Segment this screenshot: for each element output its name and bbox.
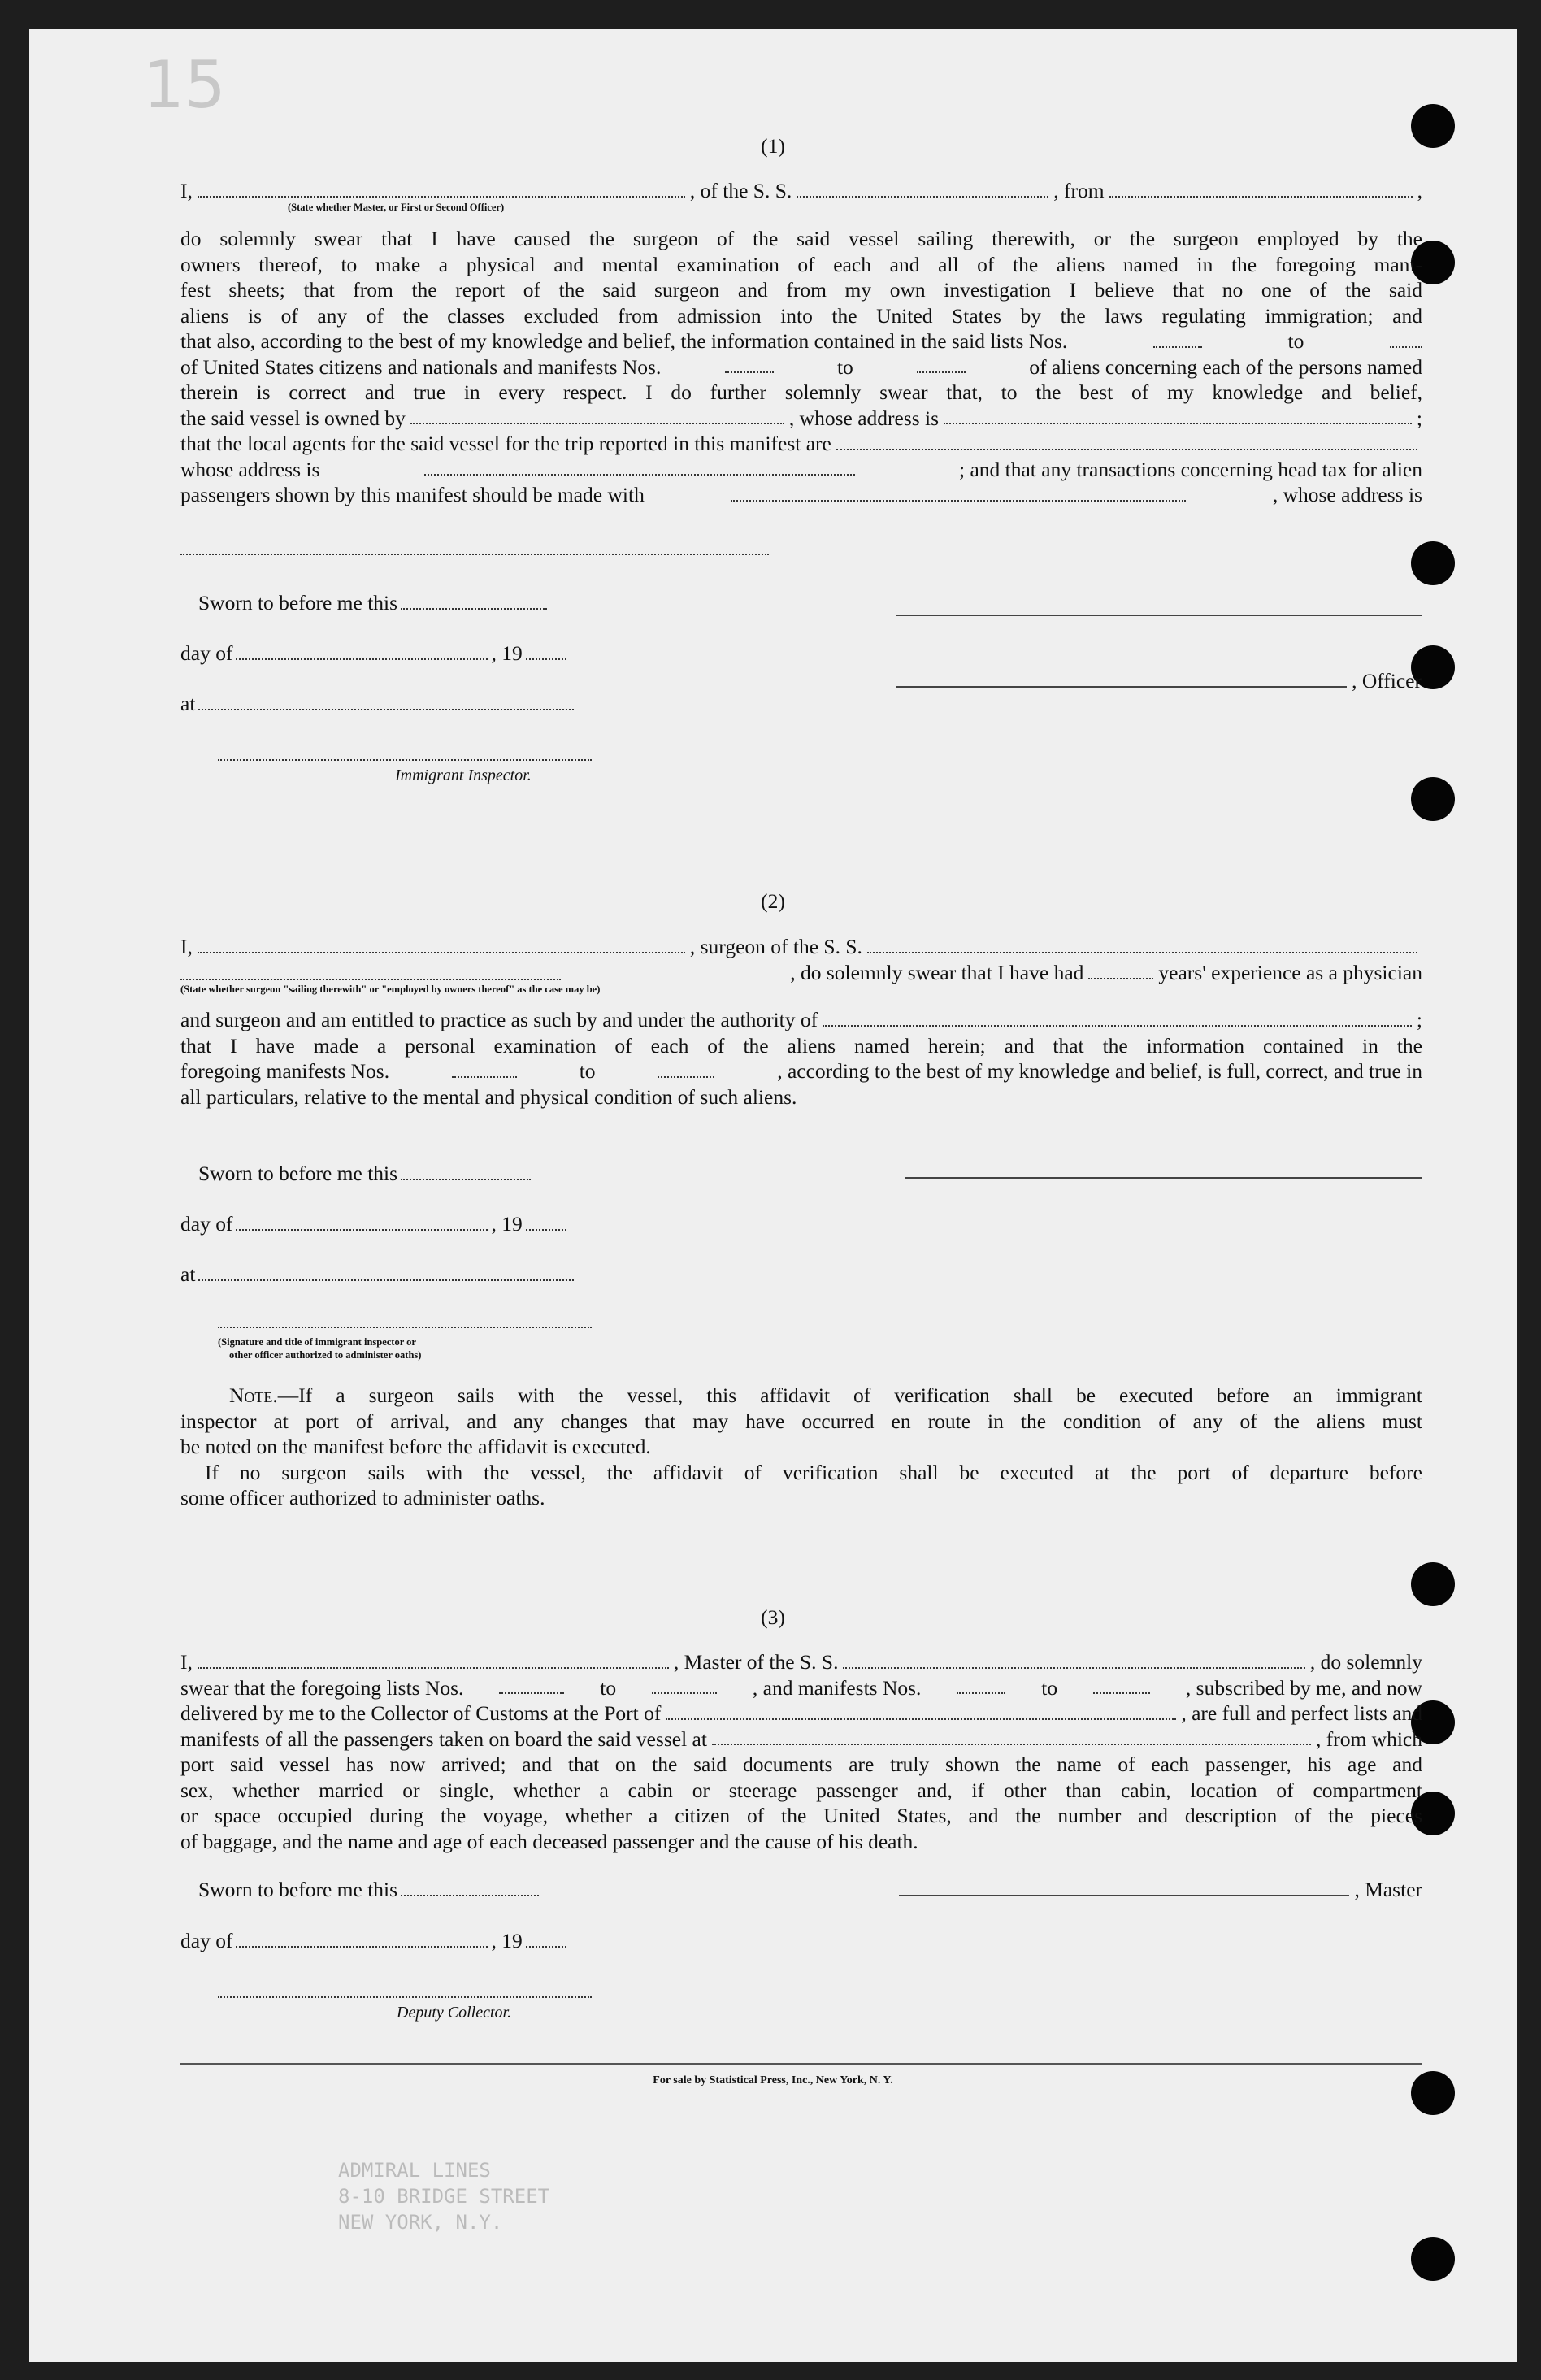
collector-signature-line bbox=[218, 1996, 592, 1998]
note-paragraph: Note.—If a surgeon sails with the vessel, this affidavit of verification shall be executed before an immigrant inspector at port of arrival, and any changes that may have occurred en route in the condition of any of the aliens must be noted on the manifest before the affidavit is executed. If no surgeon sails with the vessel, the affidavit of verification shall be executed at the port of departure before some officer authorized to administer oaths. bbox=[180, 1383, 1422, 1509]
deputy-collector-label: Deputy Collector. bbox=[397, 2004, 512, 2022]
note-line: inspector at port of arrival, and any changes that may have occurred en route in the condition of any of the aliens must bbox=[180, 1409, 1422, 1433]
body-line: do solemnly swear that I have caused the surgeon of the said vessel sailing therewith, or the surgeon employed by the bbox=[180, 227, 1422, 250]
body-line: aliens is of any of the classes excluded from admission into the United States by the laws regulating immigration; and bbox=[180, 303, 1422, 328]
punch-hole bbox=[1411, 1562, 1455, 1606]
section-2-number: (2) bbox=[761, 889, 785, 913]
section-1-line-1: I, , of the S. S. , from , bbox=[180, 179, 1422, 202]
faded-stamp-line: 8-10 BRIDGE STREET bbox=[338, 2185, 550, 2208]
section-1-sworn: Sworn to before me this bbox=[198, 590, 550, 616]
document-page bbox=[29, 29, 1517, 2362]
faded-stamp-line: NEW YORK, N.Y. bbox=[338, 2211, 503, 2234]
section-1-body: do solemnly swear that I have caused the surgeon of the said vessel sailing therewith, or the surgeon employed by the owners thereof, to make a physical and mental examination of each and all of the aliens named in the foregoing mani- fest sheets; that from the report of the said surgeon and from my own investigation I believe that no one of the said aliens is of any of the classes excluded from admission into the United States by the laws regulating immigration; and that also, according to the best of my knowledge and belief, the information contained in the said lists Nos. to of United States citizens and nationals and manifests Nos. to of aliens concerning each of the persons named therein is correct and true in every respect. I do further solemnly swear that, to the best of my knowledge and belief, the said vessel is owned by , whose address is ; that the local agents for the said vessel for the trip reported in this manifest are whose address is ; and that any transactions concerning head tax for alien passengers shown by this manifest should be made with , whose address is bbox=[180, 227, 1422, 506]
note-line: some officer authorized to administer oaths. bbox=[180, 1486, 545, 1509]
signature-title-note-2: other officer authorized to administer oaths) bbox=[229, 1349, 422, 1361]
faded-stamp-line: ADMIRAL LINES bbox=[338, 2159, 491, 2182]
body-line: or space occupied during the voyage, whether a citizen of the United States, and the number and description of the pieces bbox=[180, 1804, 1422, 1827]
section-2-at: at bbox=[180, 1262, 577, 1288]
body-line: fest sheets; that from the report of the said surgeon and from my own investigation I believe that no one of the said bbox=[180, 278, 1422, 302]
body-line: owners thereof, to make a physical and mental examination of each and all of the aliens named in the foregoing mani- bbox=[180, 252, 1422, 276]
master-officer-note: (State whether Master, or First or Second Officer) bbox=[288, 202, 505, 213]
surgeon-name-line bbox=[180, 979, 561, 980]
note-line: If no surgeon sails with the vessel, the affidavit of verification shall be executed at the port of departure before bbox=[205, 1460, 1422, 1484]
body-line: that I have made a personal examination of each of the aliens named herein; and that the information contained in the bbox=[180, 1033, 1422, 1058]
section-1-day-of: day of , 19 bbox=[180, 641, 570, 667]
section-3-master-line: , Master bbox=[899, 1877, 1422, 1903]
note-label: Note. bbox=[229, 1383, 278, 1407]
section-2-line-1: I, , surgeon of the S. S. bbox=[180, 934, 1422, 960]
section-3-sworn: Sworn to before me this bbox=[198, 1877, 542, 1903]
officer-signature-line bbox=[218, 1327, 592, 1328]
note-line: be noted on the manifest before the affidavit is executed. bbox=[180, 1435, 651, 1458]
section-1-number: (1) bbox=[761, 134, 785, 158]
page-number-mark: 15 bbox=[143, 47, 226, 123]
section-3-body: I, , Master of the S. S. , do solemnly swear that the foregoing lists Nos. to , and manifests Nos. to , subscribed by me, and now delivered by me to the Collector of Customs at the Port of , are full and perfect lists and manifests of all the passengers taken on board the said vessel at , from which port said vessel has now arrived; and that on the said documents are truly shown the name of each passenger, his age and sex, whether married or single, whether a cabin or steerage passenger and, if other than cabin, location of compartment or space occupied during the voyage, whether a citizen of the United States, and the number and description of the pieces of baggage, and the name and age of each deceased passenger and the cause of his death. bbox=[180, 1650, 1422, 1853]
section-1-at: at bbox=[180, 691, 577, 717]
section-2-line-2: , do solemnly swear that I have had years' experience as a physician bbox=[790, 961, 1422, 984]
section-1-signature-line bbox=[896, 615, 1422, 616]
section-2-day-of: day of , 19 bbox=[180, 1211, 570, 1237]
section-2-signature-line bbox=[905, 1177, 1422, 1179]
printer-credit: For sale by Statistical Press, Inc., New York, N. Y. bbox=[653, 2074, 893, 2087]
body-line: therein is correct and true in every respect. I do further solemnly swear that, to the best of my knowledge and belief, bbox=[180, 380, 1422, 404]
section-2-sworn: Sworn to before me this bbox=[198, 1161, 534, 1187]
section-1-officer-line: , Officer bbox=[896, 668, 1422, 694]
punch-hole bbox=[1411, 541, 1455, 585]
immigrant-inspector-label: Immigrant Inspector. bbox=[395, 767, 532, 784]
surgeon-type-note: (State whether surgeon "sailing therewith" or "employed by owners thereof" as the case may be) bbox=[180, 984, 601, 995]
section-2-body: and surgeon and am entitled to practice as such by and under the authority of ; that I have made a personal examination of each of the aliens named herein; and that the information contained in the foregoing manifests Nos. to , according to the best of my knowledge and belief, is full, correct, and true in all particulars, relative to the mental and physical condition of such aliens. bbox=[180, 1008, 1422, 1109]
body-line: port said vessel has now arrived; and that on the said documents are truly shown the name of each passenger, his age and bbox=[180, 1752, 1422, 1776]
address-continuation-line bbox=[180, 554, 769, 555]
signature-title-note-1: (Signature and title of immigrant inspector or bbox=[218, 1336, 416, 1348]
section-3-number: (3) bbox=[761, 1605, 785, 1629]
inspector-signature-line bbox=[218, 759, 592, 761]
section-3-day-of: day of , 19 bbox=[180, 1928, 570, 1954]
body-line: sex, whether married or single, whether a cabin or steerage passenger and, if other than cabin, location of compartment bbox=[180, 1778, 1422, 1802]
footer-rule bbox=[180, 2063, 1422, 2065]
punch-hole bbox=[1411, 777, 1455, 821]
punch-hole bbox=[1411, 2237, 1455, 2281]
